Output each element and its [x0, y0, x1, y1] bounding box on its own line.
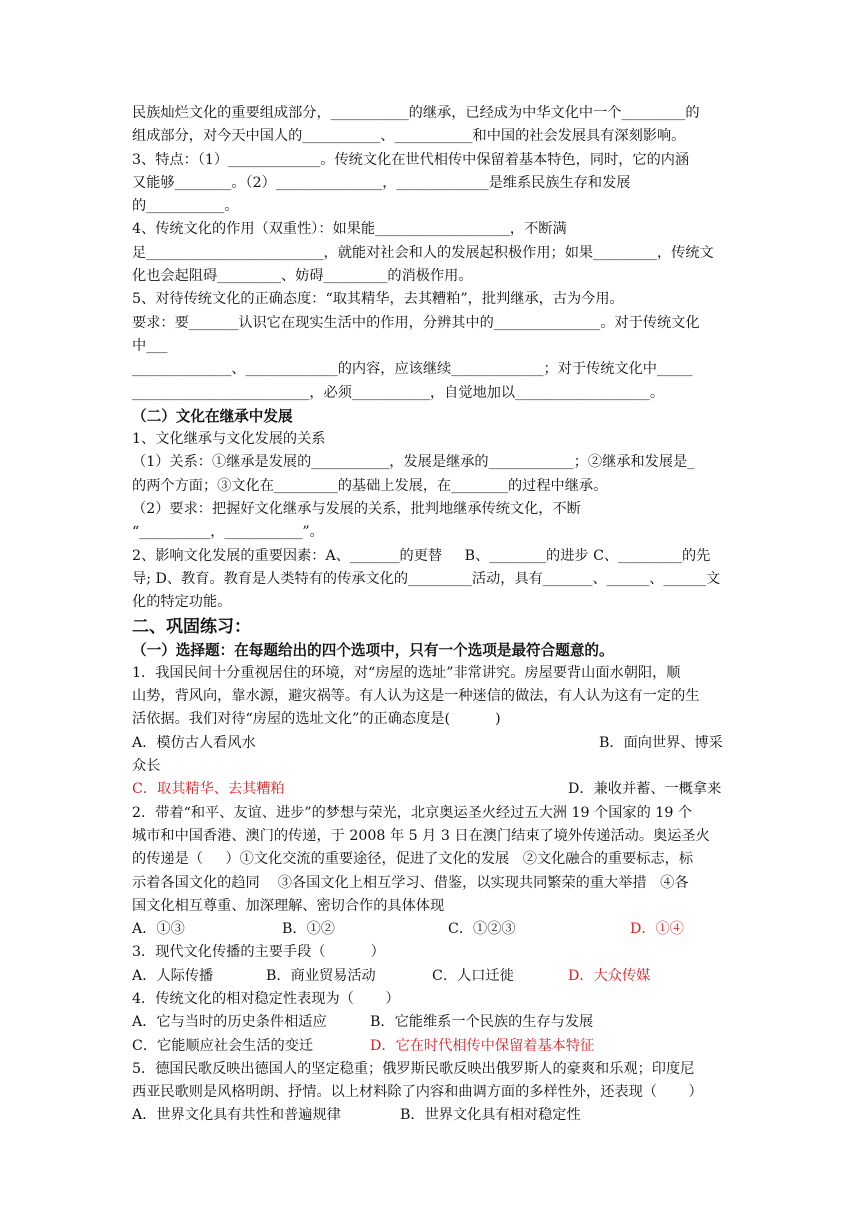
q2-option-a: A．①③	[132, 921, 185, 938]
q3-option-b: B．商业贸易活动	[266, 967, 376, 984]
fill-line-11: 中___	[132, 337, 168, 354]
q4-option-d-answer: D．它在时代相传中保留着基本特征	[370, 1037, 595, 1054]
fill-line-18: （2）要求：把握好文化继承与发展的关系，批判地继承传统文化，不断	[132, 501, 581, 518]
section-title: 二、巩固练习：	[132, 616, 251, 637]
fill-line-9: 5、对待传统文化的正确态度：“取其精华，去其糟粕”，批判继承，古为今用。	[132, 291, 624, 308]
q3-stem: 3．现代文化传播的主要手段（ ）	[132, 944, 385, 961]
fill-line-4: 又能够________。（2）_______________，_____________是维系民族生存和发展	[132, 174, 631, 191]
q2-stem-line-5: 国文化相互尊重、加深理解、密切合作的具体体现	[132, 897, 445, 914]
q3-option-d-answer: D．大众传媒	[568, 967, 651, 984]
fill-line-21: 导; D、教育。教育是人类特有的传承文化的_________活动，具有_______、______、______文	[132, 570, 721, 587]
q2-stem-line-1: 2．带着“和平、友谊、进步”的梦想与荣光，北京奥运圣火经过五大洲 19 个国家的 19 个	[132, 804, 693, 821]
fill-line-22: 化的特定功能。	[132, 594, 232, 611]
q1-option-a: A．模仿古人看风水	[132, 734, 256, 751]
q4-option-b: B．它能维系一个民族的生存与发展	[370, 1014, 594, 1031]
q5-options-row	[132, 1104, 732, 1127]
q3-option-a: A．人际传播	[132, 967, 214, 984]
fill-line-13: _________________________，必须___________，自觉地加以___________________。	[132, 384, 665, 401]
q5-option-a: A．世界文化具有共性和普遍规律	[132, 1107, 341, 1124]
q1-option-d: D．兼收并蓄、一概拿来	[568, 781, 722, 798]
q5-stem-line-2: 西亚民歌则是风格明朗、抒情。以上材料除了内容和曲调方面的多样性外，还表现（ ）	[132, 1084, 703, 1101]
q2-option-d-answer: D．①④	[630, 921, 684, 938]
document-page	[132, 102, 732, 1128]
q2-option-b: B．①②	[282, 921, 335, 938]
q1-stem-line-2: 山势，背风向，靠水源，避灾祸等。有人认为这是一种迷信的做法，有人认为这有一定的生	[132, 688, 700, 705]
fill-line-10: 要求：要_______认识它在现实生活中的作用，分辨其中的_______________。对于传统文化	[132, 314, 700, 331]
q5-stem-line-1: 5．德国民歌反映出德国人的坚定稳重；俄罗斯民歌反映出俄罗斯人的豪爽和乐观；印度尼	[132, 1060, 695, 1077]
fill-line-5: 的___________。	[132, 198, 239, 215]
fill-line-1: 民族灿烂文化的重要组成部分，___________的继承，已经成为中华文化中一个_________的	[132, 105, 700, 121]
q4-option-c: C．它能顺应社会生活的变迁	[132, 1037, 314, 1054]
q1-options-row-2	[132, 778, 732, 801]
fill-line-15: 1、文化继承与文化发展的关系	[132, 431, 326, 448]
q1-stem-line-1: 1．我国民间十分重视居住的环境，对“房屋的选址”非常讲究。房屋要背山面水朝阳，顺	[132, 664, 681, 681]
q4-stem: 4．传统文化的相对稳定性表现为（ ）	[132, 990, 400, 1007]
q1-option-b: B．面向世界、博采	[599, 734, 723, 751]
fill-line-20: 2、影响文化发展的重要因素：A、_______的更替 B、________的进步 C、_________的先	[132, 547, 711, 564]
subsection-heading: （二）文化在继承中发展	[132, 407, 293, 425]
q3-option-c: C．人口迁徙	[432, 967, 514, 984]
fill-line-3: 3、特点：（1）_____________。传统文化在世代相传中保留着基本特色，同时，它的内涵	[132, 151, 690, 168]
q2-stem-line-3: 的传递是（ ）①文化交流的重要途径，促进了文化的发展 ②文化融合的重要标志，标	[132, 851, 694, 868]
fill-line-16: （1）关系：①继承是发展的___________，发展是继承的____________；②继承和发展是_	[132, 454, 695, 471]
q4-options-row-2	[132, 1035, 732, 1058]
fill-line-17: 的两个方面；③文化在_________的基础上发展，在________的过程中继承。	[132, 477, 608, 494]
section-subtitle: （一）选择题：在每题给出的四个选项中，只有一个选项是最符合题意的。	[132, 641, 614, 659]
q2-option-c: C．①②③	[448, 921, 516, 938]
fill-line-7: 足_________________________，就能对社会和人的发展起积极作用；如果_________，传统文	[132, 244, 714, 261]
q2-stem-line-2: 城市和中国香港、澳门的传递，于 2008 年 5 月 3 日在澳门结束了境外传递活动。奥运圣火	[132, 827, 710, 844]
fill-line-12: ______________、_____________的内容，应该继续_____________；对于传统文化中_____	[132, 361, 693, 378]
q4-options-row-1	[132, 1011, 732, 1034]
q1-option-c-answer: C．取其精华、去其糟粕	[132, 781, 285, 798]
q1-options-row-1	[132, 732, 732, 755]
q1-stem-line-3: 活依据。我们对待“房屋的选址文化”的正确态度是( )	[132, 711, 501, 728]
q5-option-b: B．世界文化具有相对稳定性	[400, 1107, 581, 1124]
q3-options-row	[132, 965, 732, 988]
q2-options-row	[132, 918, 732, 941]
fill-line-2: 组成部分，对今天中国人的___________、___________和中国的社会发展具有深刻影响。	[132, 128, 686, 145]
q1-option-b-continued: 众长	[132, 758, 161, 775]
fill-line-8: 化也会起阻碍_________、妨碍_________的消极作用。	[132, 268, 473, 285]
q4-option-a: A．它与当时的历史条件相适应	[132, 1014, 327, 1031]
fill-line-19: “__________，___________”。	[132, 524, 324, 541]
fill-line-6: 4、传统文化的作用（双重性）：如果能___________________，不断满	[132, 221, 567, 238]
q2-stem-line-4: 示着各国文化的趋同 ③各国文化上相互学习、借鉴，以实现共同繁荣的重大举措 ④各	[132, 874, 689, 891]
